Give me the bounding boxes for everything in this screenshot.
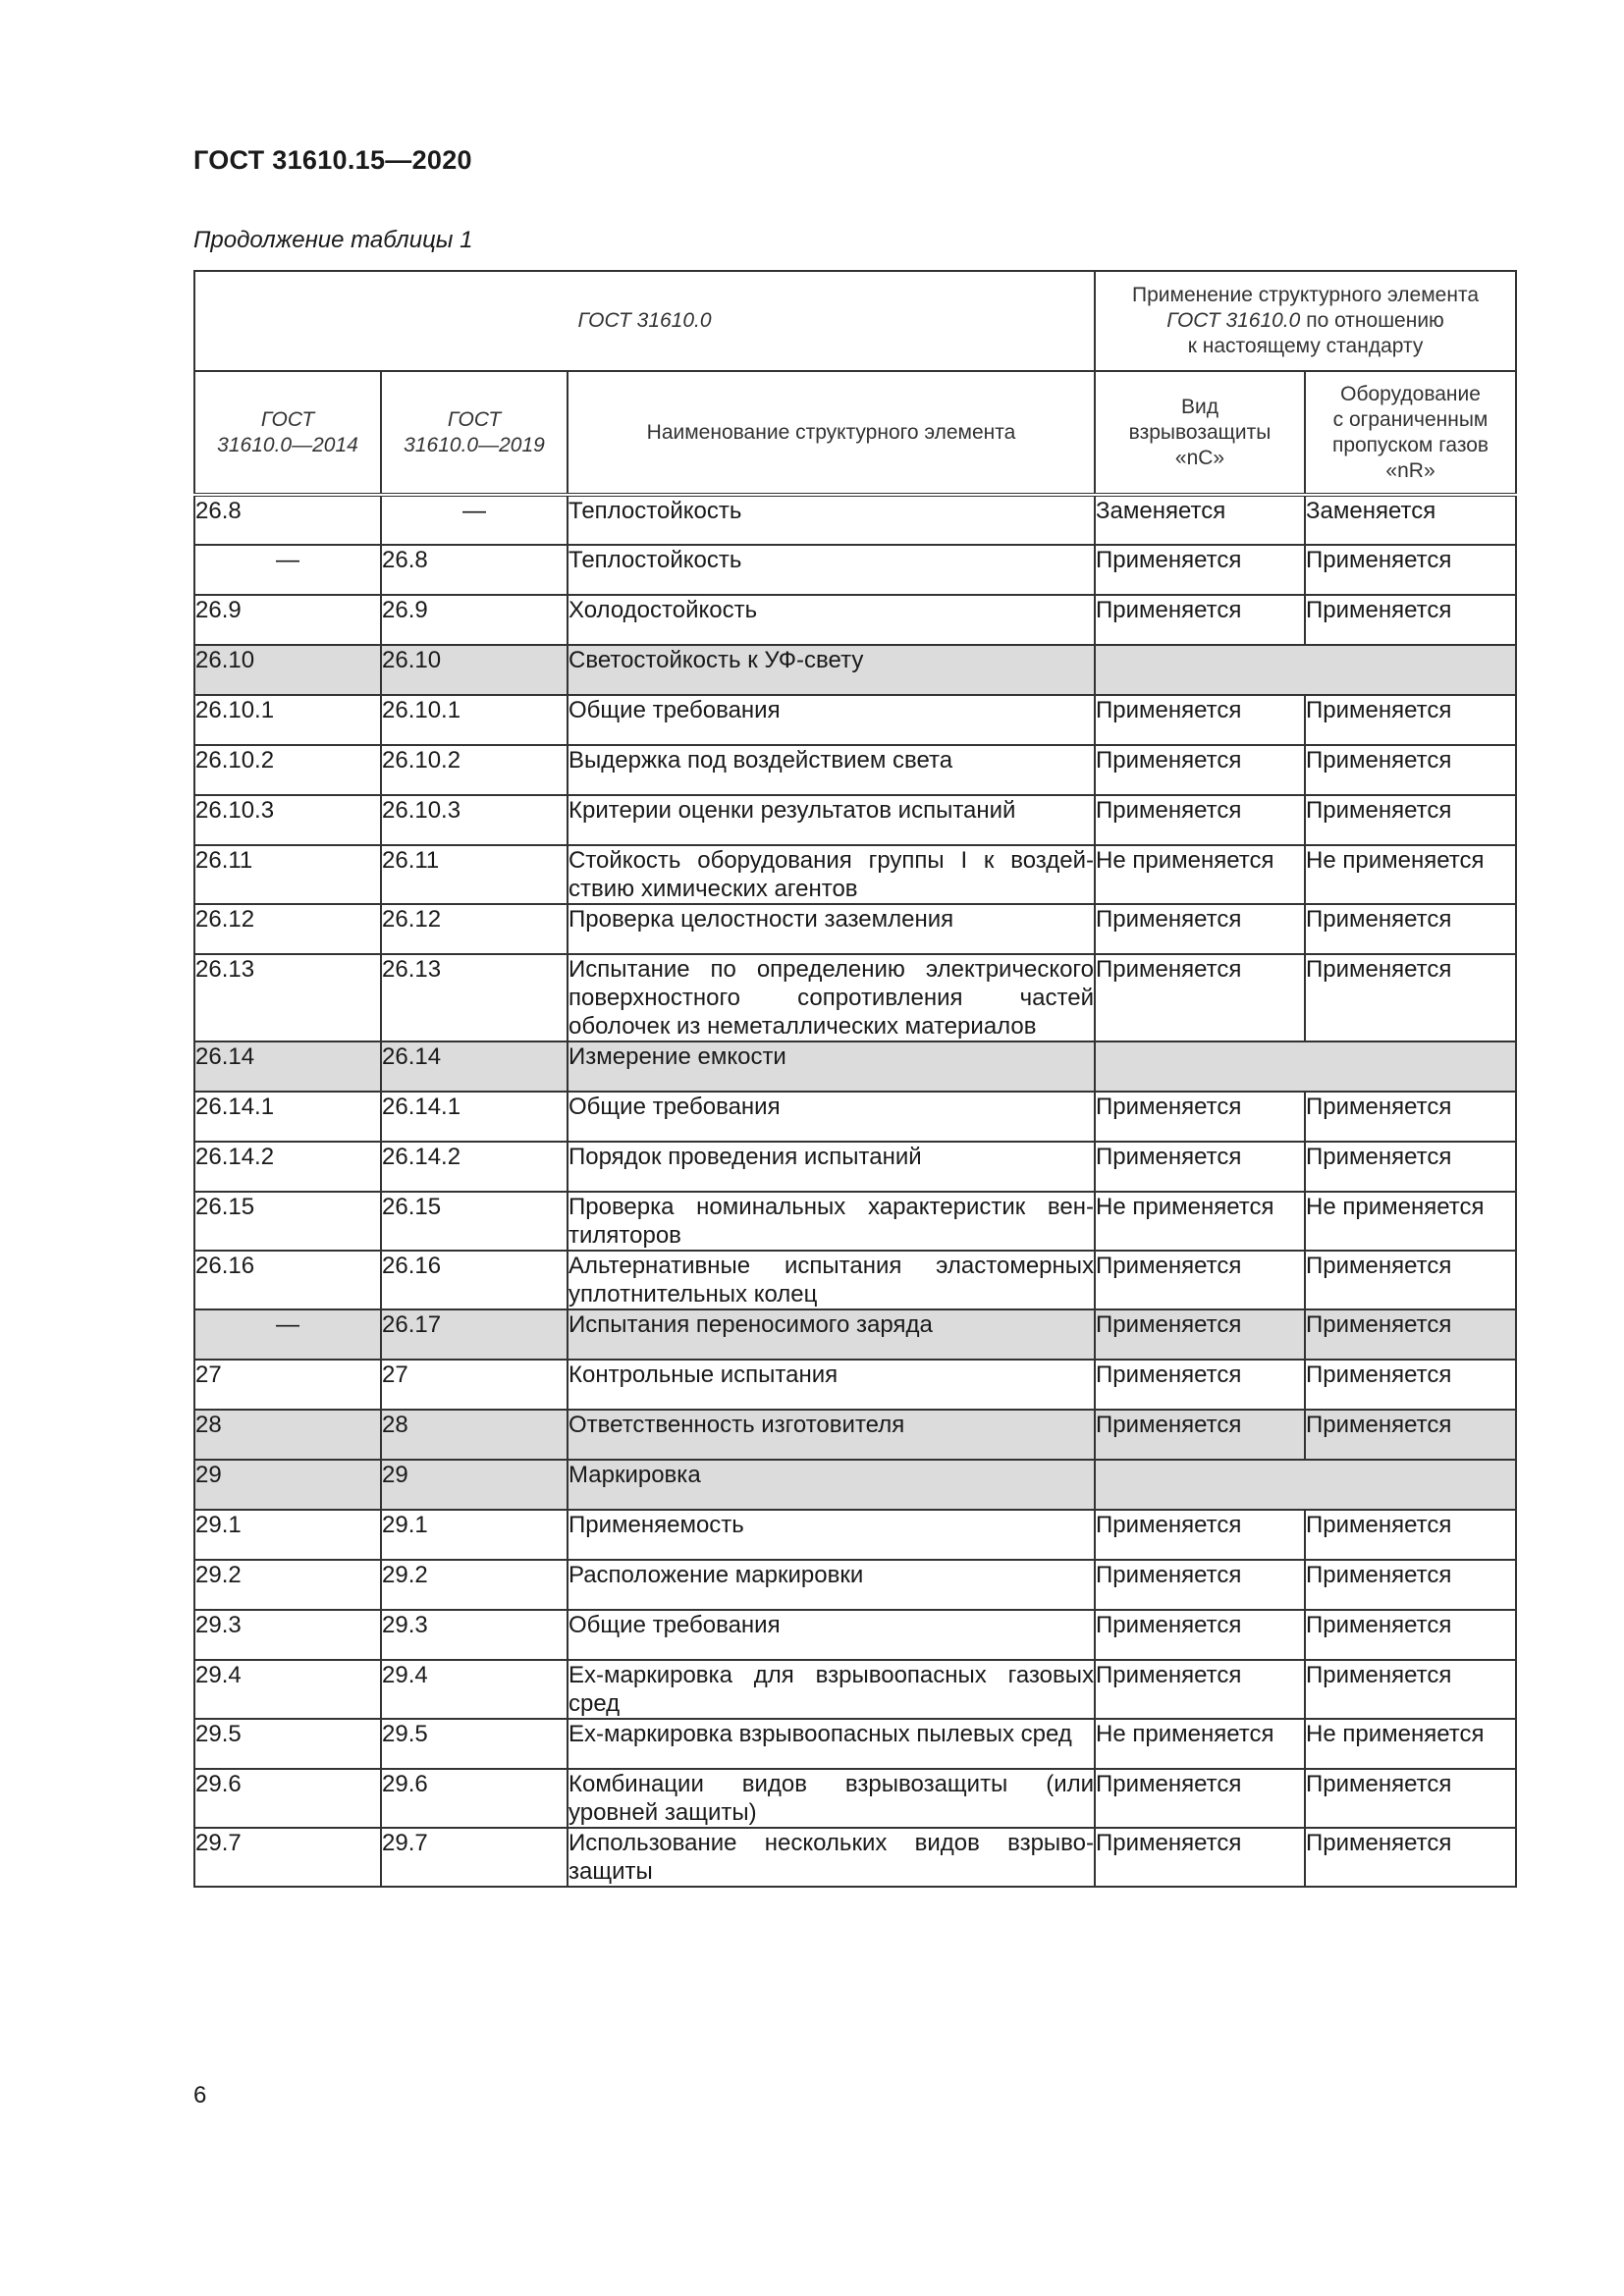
cell-nc: Применяется bbox=[1095, 1660, 1305, 1719]
cell-nr: Применяется bbox=[1305, 1660, 1516, 1719]
cell-nc: Применяется bbox=[1095, 1360, 1305, 1410]
cell-nc: Применяется bbox=[1095, 904, 1305, 954]
cell-nc: Применяется bbox=[1095, 595, 1305, 645]
cell-2019: 26.14.1 bbox=[381, 1092, 568, 1142]
cell-nc: Применяется bbox=[1095, 1309, 1305, 1360]
cell-name: Выдержка под воздействием света bbox=[568, 745, 1095, 795]
table-row bbox=[194, 695, 1516, 745]
table-row bbox=[194, 795, 1516, 845]
table-row bbox=[194, 1610, 1516, 1660]
cell-nr: Применяется bbox=[1305, 1092, 1516, 1142]
cell-2019: 26.14.2 bbox=[381, 1142, 568, 1192]
cell-2014: 26.13 bbox=[194, 954, 381, 1041]
cell-2014: 29 bbox=[194, 1460, 381, 1510]
cell-2014: 26.12 bbox=[194, 904, 381, 954]
cell-nc: Применяется bbox=[1095, 795, 1305, 845]
cell-2019: 26.8 bbox=[381, 545, 568, 595]
cell-name: Проверка целостности заземления bbox=[568, 904, 1095, 954]
cell-name: Использование нескольких видов взрывозащиты bbox=[568, 1830, 1095, 1885]
table-row bbox=[194, 1660, 1516, 1719]
column-header-nc: Вид взрывозащиты «nC» bbox=[1095, 371, 1305, 495]
cell-nc: Применяется bbox=[1095, 1560, 1305, 1610]
cell-2019: 29.2 bbox=[381, 1560, 568, 1610]
cell-name: Порядок проведения испытаний bbox=[568, 1142, 1095, 1192]
cell-name: Ex-маркировка для взрывоопасных газовых сред bbox=[568, 1662, 1095, 1717]
cell-name: Альтернативные испытания эластомерных уплотнительных колец bbox=[568, 1253, 1095, 1308]
table-row bbox=[194, 745, 1516, 795]
cell-2014: — bbox=[194, 1309, 381, 1360]
cell-nr: Применяется bbox=[1305, 545, 1516, 595]
table-row bbox=[194, 845, 1516, 904]
cell-2014: 29.7 bbox=[194, 1828, 381, 1887]
table-continuation-label: Продолжение таблицы 1 bbox=[193, 227, 473, 253]
cell-name: Теплостойкость bbox=[568, 545, 1095, 595]
cell-name: Комбинации видов взрывозащиты (или уровней защиты) bbox=[568, 1771, 1095, 1826]
cell-2019: 29.4 bbox=[381, 1660, 568, 1719]
table-row bbox=[194, 495, 1516, 545]
cell-name: Общие требования bbox=[568, 1092, 1095, 1142]
group-header-gost: ГОСТ 31610.0 bbox=[194, 271, 1095, 371]
page-number: 6 bbox=[193, 2082, 207, 2109]
cell-nc: Применяется bbox=[1095, 1510, 1305, 1560]
cell-nr: Применяется bbox=[1305, 795, 1516, 845]
table-row bbox=[194, 1828, 1516, 1887]
cell-2014: 29.6 bbox=[194, 1769, 381, 1828]
cell-2019: 26.10.2 bbox=[381, 745, 568, 795]
cell-nr: Применяется bbox=[1305, 695, 1516, 745]
table-row bbox=[194, 545, 1516, 595]
cell-nr: Применяется bbox=[1305, 1251, 1516, 1309]
cell-nr: Заменяется bbox=[1305, 495, 1516, 545]
table-row bbox=[194, 1251, 1516, 1309]
table-row-section bbox=[194, 1041, 1516, 1092]
cell-name: Стойкость оборудования группы I к воздействию химических агентов bbox=[568, 847, 1095, 902]
cell-2019: 28 bbox=[381, 1410, 568, 1460]
cell-application-empty bbox=[1095, 1460, 1516, 1510]
cell-2019: 29.6 bbox=[381, 1769, 568, 1828]
cell-2019: 26.13 bbox=[381, 954, 568, 1041]
cell-2019: 29.1 bbox=[381, 1510, 568, 1560]
cell-nc: Не применяется bbox=[1095, 1719, 1305, 1769]
cell-name: Применяемость bbox=[568, 1510, 1095, 1560]
cell-2014: 27 bbox=[194, 1360, 381, 1410]
cell-name: Общие требования bbox=[568, 695, 1095, 745]
table-row bbox=[194, 1192, 1516, 1251]
cell-nc: Не применяется bbox=[1095, 845, 1305, 904]
cell-nr: Не применяется bbox=[1305, 1192, 1516, 1251]
group-header-application: Применение структурного элемента ГОСТ 31610.0 по отношению к настоящему стандарту bbox=[1095, 271, 1516, 371]
cell-nc: Применяется bbox=[1095, 954, 1305, 1041]
column-header-name: Наименование структурного элемента bbox=[568, 371, 1095, 495]
cell-name: Теплостойкость bbox=[568, 495, 1095, 545]
cell-name: Светостойкость к УФ-свету bbox=[568, 645, 1095, 695]
table-row bbox=[194, 595, 1516, 645]
cell-2014: 26.14 bbox=[194, 1041, 381, 1092]
table-row bbox=[194, 904, 1516, 954]
cell-name: Измерение емкости bbox=[568, 1041, 1095, 1092]
cell-name: Холодостойкость bbox=[568, 595, 1095, 645]
cell-nc: Заменяется bbox=[1095, 495, 1305, 545]
table-row bbox=[194, 1510, 1516, 1560]
cell-nr: Применяется bbox=[1305, 1560, 1516, 1610]
column-header-2019: ГОСТ 31610.0—2019 bbox=[381, 371, 568, 495]
cell-nr: Применяется bbox=[1305, 1828, 1516, 1887]
cell-nr: Применяется bbox=[1305, 1360, 1516, 1410]
cell-2019: 29.5 bbox=[381, 1719, 568, 1769]
cell-name: Проверка номинальных характеристик вентиляторов bbox=[568, 1194, 1095, 1249]
cell-2014: — bbox=[194, 545, 381, 595]
table-row bbox=[194, 1719, 1516, 1769]
cell-2014: 26.10.2 bbox=[194, 745, 381, 795]
cell-nr: Применяется bbox=[1305, 1610, 1516, 1660]
table-row-section bbox=[194, 645, 1516, 695]
cell-2019: 29.7 bbox=[381, 1828, 568, 1887]
cell-name: Маркировка bbox=[568, 1460, 1095, 1510]
cell-nr: Применяется bbox=[1305, 954, 1516, 1041]
cell-nc: Применяется bbox=[1095, 695, 1305, 745]
cell-nc: Применяется bbox=[1095, 1142, 1305, 1192]
cell-nr: Применяется bbox=[1305, 595, 1516, 645]
cell-name: Общие требования bbox=[568, 1610, 1095, 1660]
cell-name: Испытание по определению электрического поверхностного сопротивления частей оболочек из неметаллических материалов bbox=[568, 956, 1095, 1040]
cell-nr: Применяется bbox=[1305, 1410, 1516, 1460]
cell-2014: 29.1 bbox=[194, 1510, 381, 1560]
cell-2014: 26.11 bbox=[194, 845, 381, 904]
table-row-shaded bbox=[194, 1410, 1516, 1460]
cell-nr: Применяется bbox=[1305, 1309, 1516, 1360]
cell-nr: Применяется bbox=[1305, 1510, 1516, 1560]
cell-nc: Применяется bbox=[1095, 1610, 1305, 1660]
cell-name: Ответственность изготовителя bbox=[568, 1410, 1095, 1460]
cell-2014: 26.9 bbox=[194, 595, 381, 645]
column-header-nr: Оборудование с ограниченным пропуском газов «nR» bbox=[1305, 371, 1516, 495]
cell-application-empty bbox=[1095, 1041, 1516, 1092]
cell-nr: Не применяется bbox=[1305, 1719, 1516, 1769]
table-row bbox=[194, 1769, 1516, 1828]
cell-nc: Применяется bbox=[1095, 545, 1305, 595]
cell-nr: Применяется bbox=[1305, 904, 1516, 954]
cell-2019: 26.10.1 bbox=[381, 695, 568, 745]
cell-2019: 26.16 bbox=[381, 1251, 568, 1309]
cell-nr: Не применяется bbox=[1305, 845, 1516, 904]
table-row bbox=[194, 954, 1516, 1041]
cell-2014: 26.16 bbox=[194, 1251, 381, 1309]
cell-2019: 26.15 bbox=[381, 1192, 568, 1251]
cell-2014: 26.15 bbox=[194, 1192, 381, 1251]
cell-2019: 29 bbox=[381, 1460, 568, 1510]
cell-2019: 26.14 bbox=[381, 1041, 568, 1092]
cell-nr: Применяется bbox=[1305, 745, 1516, 795]
cell-name: Критерии оценки результатов испытаний bbox=[568, 795, 1095, 845]
cell-2014: 26.14.1 bbox=[194, 1092, 381, 1142]
cell-name: Ex-маркировка взрывоопасных пылевых сред bbox=[568, 1719, 1095, 1769]
cell-2019: 26.11 bbox=[381, 845, 568, 904]
table-row-shaded bbox=[194, 1309, 1516, 1360]
cell-2014: 29.5 bbox=[194, 1719, 381, 1769]
cell-2019: 26.10 bbox=[381, 645, 568, 695]
cell-application-empty bbox=[1095, 645, 1516, 695]
cell-nc: Не применяется bbox=[1095, 1192, 1305, 1251]
cell-2019: — bbox=[381, 495, 568, 545]
cell-2014: 26.10.1 bbox=[194, 695, 381, 745]
table-row bbox=[194, 1142, 1516, 1192]
table-row bbox=[194, 1560, 1516, 1610]
column-header-2014: ГОСТ 31610.0—2014 bbox=[194, 371, 381, 495]
table-row-section bbox=[194, 1460, 1516, 1510]
table-row bbox=[194, 1092, 1516, 1142]
cell-2019: 27 bbox=[381, 1360, 568, 1410]
cell-2014: 26.10.3 bbox=[194, 795, 381, 845]
cell-nc: Применяется bbox=[1095, 1828, 1305, 1887]
cell-2014: 26.10 bbox=[194, 645, 381, 695]
cell-name: Расположение маркировки bbox=[568, 1560, 1095, 1610]
cell-nc: Применяется bbox=[1095, 1769, 1305, 1828]
cell-2019: 26.17 bbox=[381, 1309, 568, 1360]
cell-name: Контрольные испытания bbox=[568, 1360, 1095, 1410]
cell-2019: 26.9 bbox=[381, 595, 568, 645]
cell-2019: 26.12 bbox=[381, 904, 568, 954]
cell-2014: 29.4 bbox=[194, 1660, 381, 1719]
cell-2014: 29.2 bbox=[194, 1560, 381, 1610]
cell-2019: 29.3 bbox=[381, 1610, 568, 1660]
cell-2014: 28 bbox=[194, 1410, 381, 1460]
cell-2014: 26.14.2 bbox=[194, 1142, 381, 1192]
cell-nr: Применяется bbox=[1305, 1769, 1516, 1828]
cell-nc: Применяется bbox=[1095, 1410, 1305, 1460]
cell-2014: 29.3 bbox=[194, 1610, 381, 1660]
cell-2014: 26.8 bbox=[194, 495, 381, 545]
cell-name: Испытания переносимого заряда bbox=[568, 1309, 1095, 1360]
document-title: ГОСТ 31610.15—2020 bbox=[193, 145, 472, 175]
cell-nc: Применяется bbox=[1095, 1251, 1305, 1309]
table-row bbox=[194, 1360, 1516, 1410]
cell-nc: Применяется bbox=[1095, 1092, 1305, 1142]
cell-nr: Применяется bbox=[1305, 1142, 1516, 1192]
structural-elements-table bbox=[193, 270, 1517, 1888]
cell-2019: 26.10.3 bbox=[381, 795, 568, 845]
cell-nc: Применяется bbox=[1095, 745, 1305, 795]
